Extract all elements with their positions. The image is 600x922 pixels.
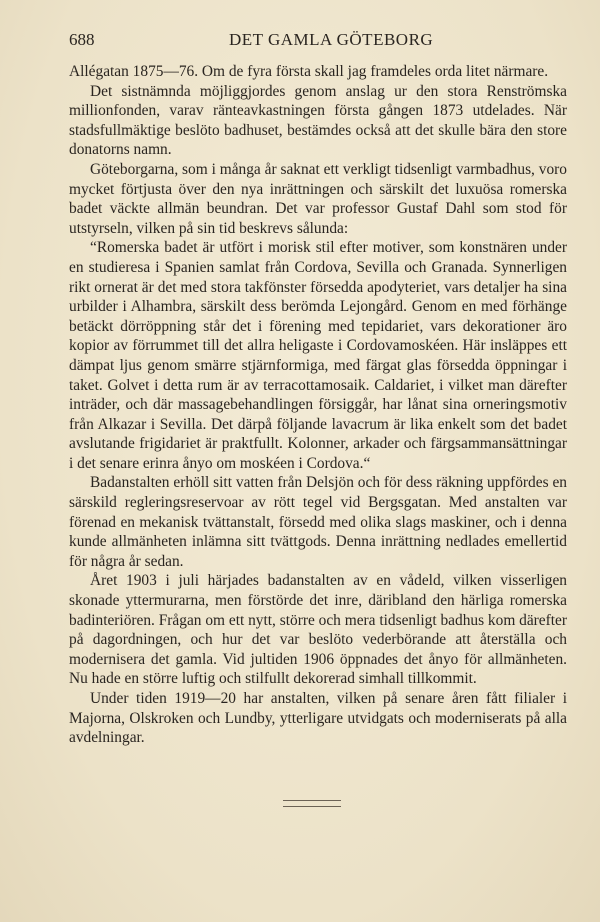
paragraph-fire-1903: Året 1903 i juli härjades badanstalten av en vådeld, vilken visserligen skonade yttermurarna, men förstörde det inre, däribland den härliga romerska badinteriören. Frågan om ett nytt, större och mera tidsenligt badhus kom därefter på dagordningen, och hur det var beslöto vederbörande att återställa och modernisera det gamla. Vid jultiden 1906 öppnades det ånyo för allmänheten. Nu hade en större luftig och stilfullt dekorerad simhall tillkommit. [69, 572, 567, 688]
section-divider [283, 800, 341, 807]
paragraph-roman-bath-admiration: Göteborgarna, som i många år saknat ett verkligt tidsenligt varmbadhus, voro mycket förtjusta över den nya inrättningen och särskilt det luxuösa romerska badet väckte allmän beundran. Det var professor Gustaf Dahl som stod för utstyrseln, vilken på sin tid beskrevs sålunda: [69, 160, 567, 237]
paragraph-allegatan: Allégatan 1875—76. Om de fyra första skall jag framdeles orda litet närmare. [69, 63, 549, 80]
page-number: 688 [69, 30, 95, 49]
paragraph-roman-bath-description-quote: “Romerska badet är utfört i morisk stil efter motiver, som konstnären under en studieresa i Spanien samlat från Cordova, Sevilla och Granada. Synnerligen rikt ornerat är det med stora takfönster försedda apodyteriet, vars detaljer ha sina urbilder i Alhambra, särskilt dess berömda Lejongård. Genom en med förhänge betäckt dörröppning står det i förening med tepidariet, vars dekorationer äro kopior av förrummet till det allra heligaste i Cordovamoskéen. Här insläppes ett dämpat ljus genom smärre stjärnformiga, med färgat glas försedda öppningar i taket. Golvet i detta rum är av terracottamosaik. Caldariet, i vilket man därefter inträder, och där massagebehandlingen försiggår, har lånat sina orneringsmotiv från Alkazar i Sevilla. Det därpå följande lavacrum är lika enkelt som det badet avslutande frigidariet är praktfullt. Kolonner, arkader och färgsammansättningar i det senare erinra ånyo om moskéen i Cordova.“ [69, 239, 567, 472]
body-text [69, 62, 567, 748]
paragraph-expansion-1919: Under tiden 1919—20 har anstalten, vilken på senare åren fått filialer i Majorna, Olskroken och Lundby, ytterligare utvidgats och moderniserats på alla avdelningar. [69, 690, 567, 747]
running-title: DET GAMLA GÖTEBORG [229, 30, 434, 49]
paragraph-water-supply: Badanstalten erhöll sitt vatten från Delsjön och för dess räkning uppfördes en särskild regleringsreservoar av rött tegel vid Bergsgatan. Med anstalten var förenad en mekanisk tvättanstalt, försedd med olika slags maskiner, och i denna kunde allmänheten inlämna sitt tvättgods. Denna inrättning nedlades emellertid för några år sedan. [69, 474, 567, 570]
paragraph-renstromska-fund: Det sistnämnda möjliggjordes genom anslag ur den stora Renströmska millionfonden, varav ränteavkastningen första gången 1873 utdelades. När stadsfullmäktige beslöto badhuset, bestämdes också att det skulle bära den store donatorns namn. [69, 82, 567, 159]
page-header [69, 30, 569, 52]
